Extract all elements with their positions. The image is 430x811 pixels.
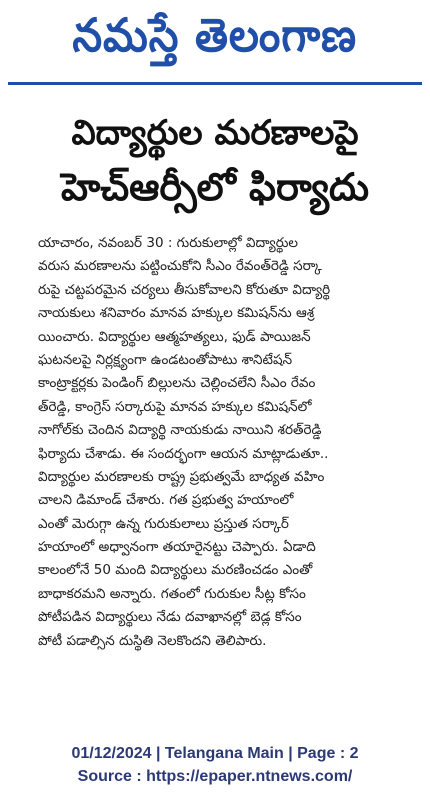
body-line: త్‌రెడ్డి, కాంగ్రెస్ సర్కారుపై మానవ హక్కుల కమిషన్‌లో <box>38 398 312 415</box>
body-line: బాధాకరమని అన్నారు. గతంలో గురుకుల సీట్ల కోసం <box>38 585 306 602</box>
news-clipping <box>8 95 422 715</box>
masthead-divider <box>8 82 422 85</box>
body-line: ఘటనలపై నిర్లక్ష్యంగా ఉండటంతోపాటు శానిటేషన్ <box>38 351 293 368</box>
masthead <box>0 2 430 80</box>
body-line: చాలని డిమాండ్ చేశారు. గత ప్రభుత్వ హయాంలో <box>38 492 294 509</box>
body-line: కాంట్రాక్టర్లకు పెండింగ్ బిల్లులను చెల్లించలేని సీఎం రేవం <box>38 375 316 392</box>
body-line: రుపై చట్టపరమైన చర్యలు తీసుకోవాలని కోరుతూ విద్యార్థి <box>38 281 331 298</box>
body-line: ఫిర్యాదు చేశాడు. ఈ సందర్భంగా ఆయన మాట్లాడుతూ.. <box>38 445 329 462</box>
headline-line-1: విద్యార్థుల మరణాలపై <box>71 113 359 153</box>
footer-date-edition: 01/12/2024 | Telangana Main | Page : 2 <box>71 745 359 762</box>
body-line: కాలంలోనే 50 మంది విద్యార్థులు మరణించడం ఎంతో <box>38 562 313 579</box>
body-line: పోటీపడిన విద్యార్థులు నేడు దవాఖానల్లో బెడ్ల కోసం <box>38 609 302 626</box>
headline-line-2: హెచ్‌ఆర్సీలో ఫిర్యాదు <box>61 165 369 209</box>
body-line: నాయకులు శనివారం మానవ హక్కుల కమిషన్‌ను ఆశ్ర <box>38 305 315 322</box>
body-line: పోటీ పడాల్సిన దుస్థితి నెలకొందని తెలిపారు. <box>38 632 267 649</box>
body-line: యించారు. విద్యార్థుల ఆత్మహత్యలు, ఫుడ్ పాయిజన్ <box>38 328 311 345</box>
footer-source-link[interactable]: Source : https://epaper.ntnews.com/ <box>77 768 353 785</box>
body-line: హయాంలో అధ్వానంగా తయారైనట్టు చెప్పారు. ఏడాది <box>38 539 316 556</box>
body-line: యాచారం, నవంబర్ 30 : గురుకులాల్లో విద్యార్థుల <box>38 235 298 251</box>
body-line: నాగోల్‌కు చెందిన విద్యార్థి నాయకుడు నాయిని శరత్‌రెడ్డి <box>38 422 322 439</box>
masthead-title: నమస్తే తెలంగాణ <box>72 8 358 62</box>
body-line: వరుస మరణాలను పట్టించుకోని సీఎం రేవంత్‌రెడ్డి సర్కా <box>38 258 322 275</box>
body-line: ఎంతో మెరుగ్గా ఉన్న గురుకులాలు ప్రస్తుత సర్కార్ <box>38 515 289 532</box>
body-line: విద్యార్థుల మరణాలకు రాష్ట్ర ప్రభుత్వమే బాధ్యత వహిం <box>38 468 325 485</box>
article-body <box>38 232 418 653</box>
